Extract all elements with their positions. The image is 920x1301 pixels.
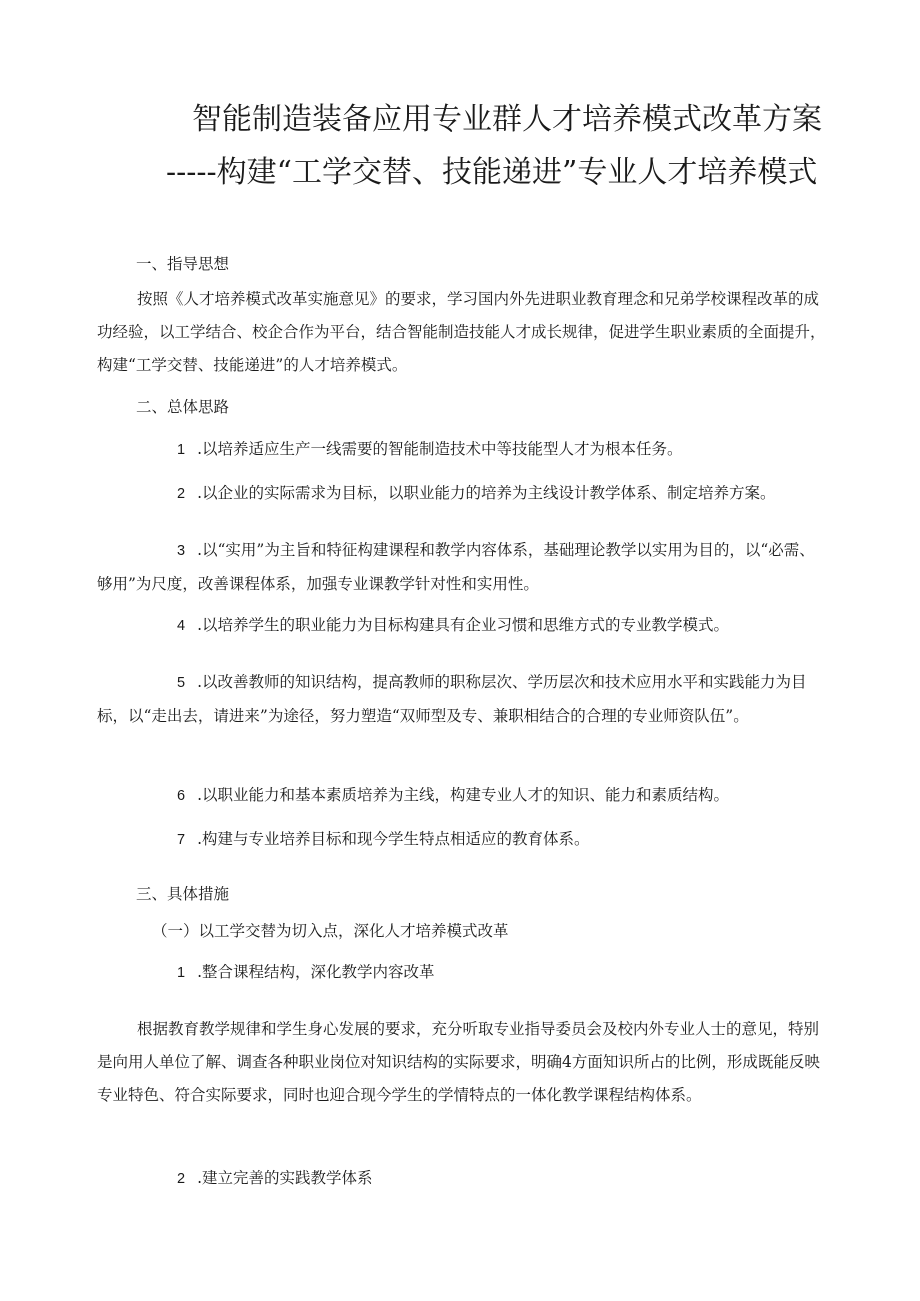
list-item-number: 7 bbox=[177, 832, 186, 848]
section-heading-guiding-ideology: 一、指导思想 bbox=[136, 255, 230, 273]
list-item-number: 2 bbox=[177, 486, 186, 502]
list-item bbox=[97, 534, 827, 601]
section-paragraph-guiding-ideology: 按照《人才培养模式改革实施意见》的要求，学习国内外先进职业教育理念和兄弟学校课程改革的成功经验，以工学结合、校企合作为平台，结合智能制造技能人才成长规律，促进学生职业素质的全面提升，构建“工学交替、技能递进”的人才培养模式。 bbox=[97, 290, 826, 374]
list-item-text: .以改善教师的知识结构，提高教师的职称层次、学历层次和技术应用水平和实践能力为目标，以“走出去，请进来”为途径，努力塑造“双师型及专、兼职相结合的合理的专业师资队伍”。 bbox=[97, 673, 807, 725]
section-heading-text: 二、总体思路 bbox=[136, 398, 230, 416]
list-item-number: 5 bbox=[177, 675, 186, 691]
section-heading-specific-measures: 三、具体措施 bbox=[136, 885, 230, 903]
list-item bbox=[97, 956, 827, 990]
list-item bbox=[97, 433, 827, 467]
list-item-text: .以职业能力和基本素质培养为主线，构建专业人才的知识、能力和素质结构。 bbox=[197, 786, 730, 804]
list-item-number: 6 bbox=[177, 788, 186, 804]
list-item-text: .整合课程结构，深化教学内容改革 bbox=[197, 963, 435, 981]
document-subtitle: -----构建“工学交替、技能递进”专业人才培养模式 bbox=[166, 155, 818, 190]
list-item bbox=[97, 1162, 827, 1196]
list-item-text: .以企业的实际需求为目标，以职业能力的培养为主线设计教学体系、制定培养方案。 bbox=[197, 484, 776, 502]
section-subheading: （一）以工学交替为切入点，深化人才培养模式改革 bbox=[152, 922, 509, 940]
list-item-number: 4 bbox=[177, 618, 186, 634]
list-item-text: .以“实用”为主旨和特征构建课程和教学内容体系，基础理论教学以实用为目的，以“必需、够用”为尺度，改善课程体系，加强专业课教学针对性和实用性。 bbox=[97, 541, 815, 593]
section-heading-overall-approach bbox=[136, 391, 866, 424]
list-item-number: 1 bbox=[177, 965, 186, 981]
list-item bbox=[97, 477, 827, 511]
list-item bbox=[97, 823, 827, 857]
list-item-number: 2 bbox=[177, 1171, 186, 1187]
list-item-number: 1 bbox=[177, 442, 186, 458]
list-item-number: 3 bbox=[177, 543, 186, 559]
list-item-text: .以培养适应生产一线需要的智能制造技术中等技能型人才为根本任务。 bbox=[197, 440, 683, 458]
document-title: 智能制造装备应用专业群人才培养模式改革方案 bbox=[192, 102, 822, 137]
list-item bbox=[97, 666, 827, 733]
list-item-text: .构建与专业培养目标和现今学生特点相适应的教育体系。 bbox=[197, 830, 590, 848]
list-item bbox=[97, 609, 827, 643]
list-item-text: .建立完善的实践教学体系 bbox=[197, 1169, 373, 1187]
list-item bbox=[97, 779, 827, 813]
section-paragraph-curriculum: 根据教育教学规律和学生身心发展的要求，充分听取专业指导委员会及校内外专业人士的意见，特别是向用人单位了解、调查各种职业岗位对知识结构的实际要求，明确4方面知识所占的比例，形成既能反映专业特色、符合实际要求，同时也迎合现今学生的学情特点的一体化教学课程结构体系。 bbox=[97, 1020, 820, 1104]
list-item-text: .以培养学生的职业能力为目标构建具有企业习惯和思维方式的专业教学模式。 bbox=[197, 616, 730, 634]
